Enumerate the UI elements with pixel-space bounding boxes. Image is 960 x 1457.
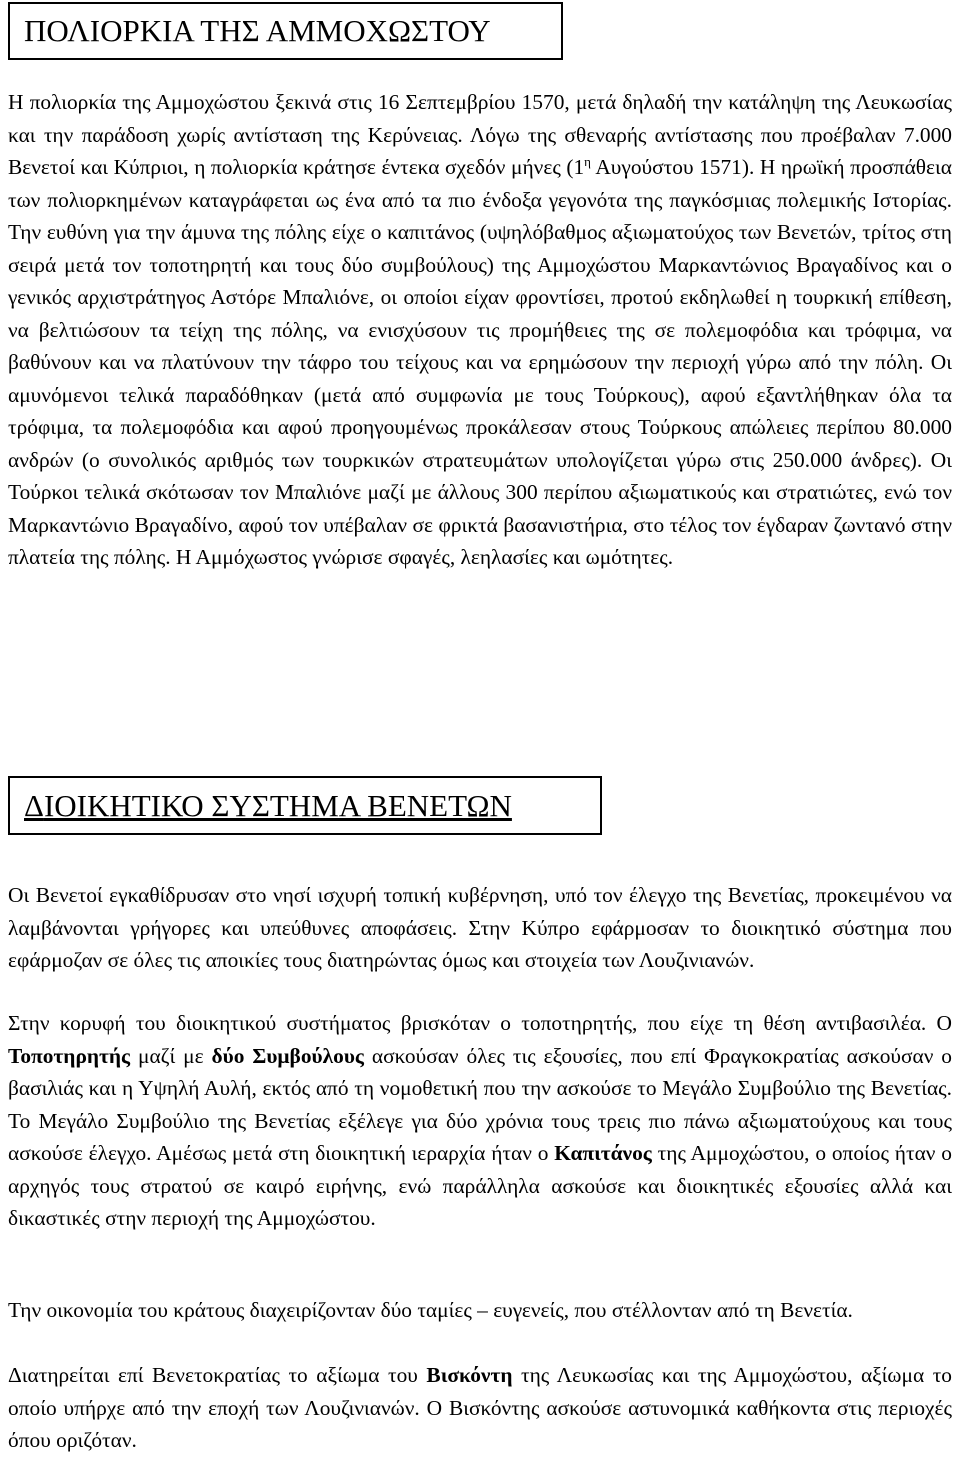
section-title-siege-text: ΠΟΛΙΟΡΚΙΑ ΤΗΣ ΑΜΜΟΧΩΣΤΟΥ [24, 13, 491, 48]
bold-term-viscount: Βισκόντη [426, 1363, 513, 1387]
bold-term-governor: Τοποτηρητής [8, 1043, 131, 1068]
paragraph-siege-text-a: Η πολιορκία της Αμμοχώστου ξεκινά στις 16 Σεπτεμβρίου 1570, μετά δηλαδή την κατάληψη της Λευκωσίας και την παράδοση χωρίς αντίσταση της Κερύνειας. Λόγω της σθεναρής αντίστασης που προέβαλαν 7.000 Βενετοί και Κύπριοι, η πολιορκία κράτησε έντεκα σχεδόν μήνες (1 [8, 90, 952, 179]
paragraph-economy-text: Την οικονομία του κράτους διαχειρίζονταν δύο ταμίες – ευγενείς, που στέλλονταν από τη Βενετία. [8, 1298, 853, 1322]
paragraph-hierarchy [8, 1007, 952, 1235]
section-title-administration-text: ΙΟΙΚΗΤΙΚΟ ΣΥΣΤΗΜΑ ΒΕΝΕΤΩΝ [43, 787, 512, 823]
paragraph-government-text: Οι Βενετοί εγκαθίδρυσαν στο νησί ισχυρή τοπική κυβέρνηση, υπό τον έλεγχο της Βενετίας, προκειμένου να λαμβάνονται γρήγορες και υπεύθυνες αποφάσεις. Στην Κύπρο εφάρμοσαν το διοικητικό σύστημα που εφάρμοζαν σε όλες τις αποικίες τους διατηρώντας όμως και στοιχεία των Λουζινιανών. [8, 883, 952, 972]
paragraph-hierarchy-text-d: ασκούσαν όλες τις εξουσίες, που επί Φραγκοκρατίας ασκούσαν ο βασιλιάς και η Υψηλή Αυλή, εκτός από τη νομοθετική που την ασκούσε το Μεγάλο Συμβούλιο της Βενετίας. Το Μεγάλο Συμβούλιο της Βενετίας εξέλεγε για δύο χρόνια τους τρεις πιο πάνω αξιωματούχους και τους ασκούσε έλεγχο. Αμέσως μετά στη διοικητική ιεραρχία ήταν ο [8, 1043, 952, 1165]
paragraph-economy [8, 1294, 952, 1327]
bold-term-captain: Καπιτάνος [554, 1141, 652, 1165]
paragraph-viscount [8, 1359, 952, 1457]
paragraph-viscount-text-c: της Λευκωσίας και της Αμμοχώστου, αξίωμα το οποίο υπήρχε από την εποχή των Λουζινιανών. Ο Βισκόντης ασκούσε αστυνομικά καθήκοντα στις περιοχές όπου οριζόταν. [8, 1363, 952, 1452]
section-title-administration [8, 776, 602, 835]
superscript-eta: η [584, 153, 591, 169]
paragraph-hierarchy-text-a: Στην κορυφή του διοικητικού συστήματος βρισκόταν ο τοποτηρητής, που είχε τη θέση αντιβασιλέα. Ο [8, 1011, 952, 1035]
section-title-administration-initial: Δ [24, 787, 44, 823]
paragraph-government [8, 879, 952, 977]
paragraph-hierarchy-text-e: της Αμμοχώστου, ο οποίος ήταν ο αρχηγός τους στρατού σε καιρό ειρήνης, ενώ παράλληλα ασκούσε και διοικητικές εξουσίες αλλά και δικαστικές στην περιοχή της Αμμοχώστου. [8, 1141, 952, 1230]
paragraph-hierarchy-text-c: μαζί με [130, 1043, 212, 1068]
paragraph-viscount-text-a: Διατηρείται επί Βενετοκρατίας το αξίωμα του [8, 1363, 427, 1387]
paragraph-siege-text-b: Αυγούστου 1571). Η ηρωϊκή προσπάθεια των πολιορκημένων καταγράφεται ως ένα από τα πιο ένδοξα γεγονότα της παγκόσμιας πολεμικής Ιστορίας. Την ευθύνη για την άμυνα της πόλης είχε ο καπιτάνος (υψηλόβαθμος αξιωματούχος των Βενετών, τρίτος στη σειρά μετά τον τοποτηρητή και τους δύο συμβούλους) της Αμμοχώστου Μαρκαντώνιος Βραγαδίνος και ο γενικός αρχιστράτηγος Αστόρε Μπαλιόνε, οι οποίοι είχαν φροντίσει, προτού εκδηλωθεί η τουρκική επίθεση, να βελτιώσουν τα τείχη της πόλης, να ενισχύσουν τις προμήθειες της σε πολεμοφόδια και τρόφιμα, να βαθύνουν και να πλατύνουν την τάφρο του τείχους και να ερημώσουν την περιοχή γύρω από την πόλη. Οι αμυνόμενοι τελικά παραδόθηκαν (μετά από συμφωνία με τους Τούρκους), αφού εξαντλήθηκαν όλα τα τρόφιμα, τα πολεμοφόδια και αφού προηγουμένως προκάλεσαν στους Τούρκους απώλειες περίπου 80.000 ανδρών (ο συνολικός αριθμός των τουρκικών στρατευμάτων υπολογίζεται γύρω στις 250.000 άνδρες). Οι Τούρκοι τελικά σκότωσαν τον Μπαλιόνε μαζί με άλλους 300 περίπου αξιωματικούς και στρατιώτες, ενώ τον Μαρκαντώνιο Βραγαδίνο, αφού τον υπέβαλαν σε φρικτά βασανιστήρια, στο τέλος τον έγδαραν ζωντανό στην πλατεία της πόλης. Η Αμμόχωστος γνώρισε σφαγές, λεηλασίες και ωμότητες. [8, 155, 952, 569]
section-title-siege [8, 2, 563, 60]
bold-term-councillors: δύο Συμβούλους [211, 1043, 364, 1068]
paragraph-siege [8, 86, 952, 574]
